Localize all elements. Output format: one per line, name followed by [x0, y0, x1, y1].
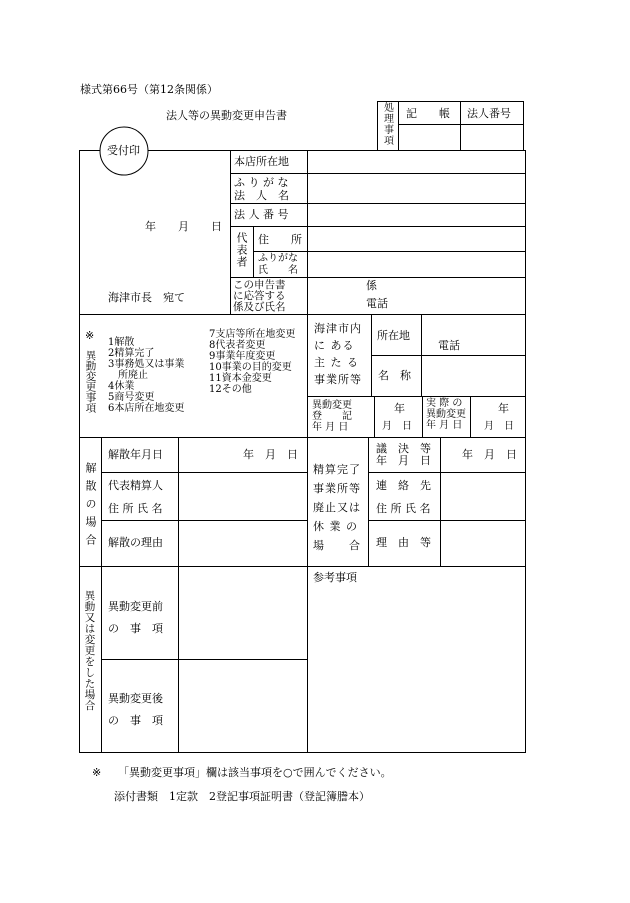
contact-section-label: 係: [366, 279, 377, 292]
application-date: 年 月 日: [145, 220, 222, 233]
before-change-label: 異動変更前 の 事 項: [108, 600, 163, 635]
change-case-heading: 異動又は変更をした場合: [83, 590, 96, 711]
contact-label: この申告書 に応答する 係及び氏名: [233, 279, 286, 313]
change-items-marker: ※: [85, 329, 95, 342]
addressee: 海津市長 宛て: [108, 291, 185, 304]
change-items-heading: 異動変更事項: [84, 350, 97, 413]
dissolution-reason-label: 解散の理由: [108, 536, 163, 549]
change-registration-date-label: 異動変更 登 記 年 月 日: [312, 400, 352, 433]
representative-label: 代表者: [235, 232, 248, 268]
office-corp-number-label: 法人番号: [467, 107, 511, 120]
processing-label: 処理事項: [384, 103, 394, 147]
settlement-case-label: 精算完了 事業所等 廃止又は 休 業 の 場 合: [313, 463, 361, 552]
contact-address-name-label: 住 所 氏 名: [376, 502, 431, 515]
rep-address-label: 住 所: [258, 233, 302, 246]
resolution-date-value: 年 月 日: [462, 448, 517, 461]
after-change-label: 異動変更後 の 事 項: [108, 692, 163, 727]
change-items-right: 7支店等所在地変更 8代表者変更 9事業年度変更 10事業の目的変更 11資本金変更 12その他: [209, 329, 296, 395]
ledger-label: 記 帳: [406, 107, 450, 120]
resolution-date-label: 議 決 等 年 月 日: [376, 442, 431, 467]
actual-month-day: 月 日: [484, 421, 514, 432]
office-name-label: 名 称: [378, 369, 411, 382]
liquidator-label: 代表精算人: [108, 479, 163, 492]
actual-change-date-label: 実 際 の 異動変更 年 月 日: [426, 398, 466, 431]
rep-name-label: 氏 名: [258, 265, 298, 276]
contact-person-label: 連 絡 先: [376, 479, 431, 492]
attachments-note: 添付書類 1定款 2登記事項証明書（登記簿謄本）: [114, 790, 370, 803]
office-phone-label: 電話: [438, 339, 460, 352]
change-items-left: 1解散 2精算完了 3事務処又は事業 所廃止 4休業 5商号変更 6本店所在地変更: [108, 337, 185, 414]
hq-address-label: 本店所在地: [234, 155, 289, 168]
contact-phone-label: 電話: [366, 297, 388, 310]
footer-note: 「異動変更事項」欄は該当事項を○で囲んでください。: [118, 766, 392, 779]
dissolution-heading: 解散の場合: [84, 462, 97, 552]
registration-year: 年: [394, 402, 405, 415]
footer-note-marker: ※: [92, 766, 102, 779]
reason-etc-label: 理 由 等: [376, 536, 431, 549]
dissolution-date-value: 年 月 日: [243, 448, 298, 461]
corp-name-label: 法 人 名: [234, 189, 289, 202]
form-title: 法人等の異動変更申告書: [166, 109, 287, 122]
actual-year: 年: [498, 402, 509, 415]
reception-stamp-label: 受付印: [107, 144, 140, 157]
dissolution-date-label: 解散年月日: [108, 448, 163, 461]
furigana-label: ふ り が な: [234, 176, 289, 189]
form-number: 様式第66号（第12条関係）: [80, 83, 218, 96]
registration-month-day: 月 日: [382, 421, 412, 432]
location-label: 所在地: [377, 329, 410, 342]
corp-number-label: 法 人 番 号: [234, 208, 289, 221]
reference-label: 参考事項: [313, 571, 357, 584]
main-office-label: 海津市内 に ある 主 た る 事業所等: [314, 322, 362, 386]
liquidator-address-name-label: 住 所 氏 名: [108, 502, 163, 515]
rep-kana-label: ふりがな: [258, 253, 298, 264]
